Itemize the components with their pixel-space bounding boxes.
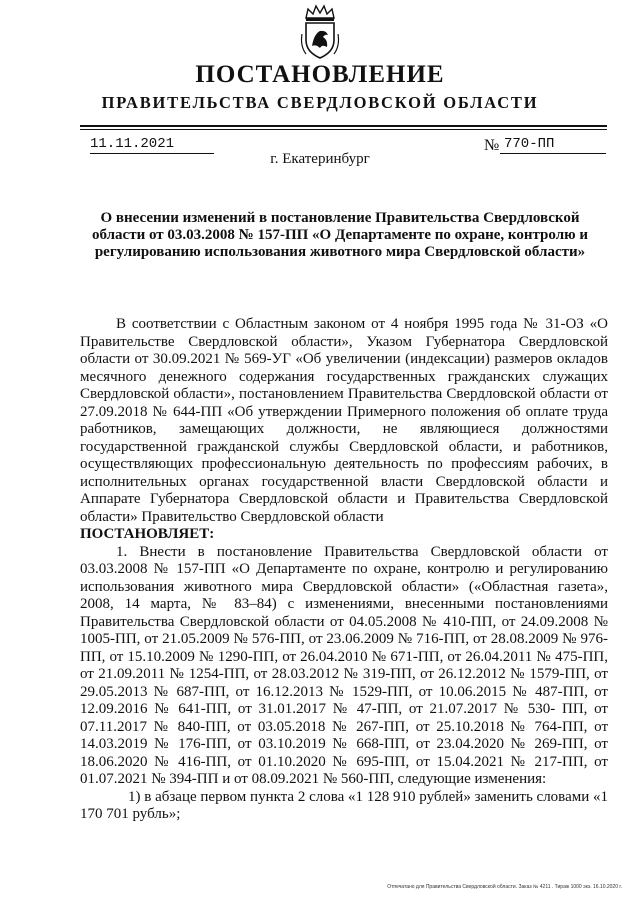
- issuing-authority-heading: ПРАВИТЕЛЬСТВА СВЕРДЛОВСКОЙ ОБЛАСТИ: [101, 93, 539, 112]
- number-sign: №: [484, 137, 500, 154]
- preamble-paragraph: В соответствии с Областным законом от 4 ноября 1995 года № 31-ОЗ «О Правительстве Свердловской области», Указом Губернатора Свердловской области от 30.09.2021 № 569-УГ «Об увеличении (индексации) размеров окладов месячного денежного содержания государственных гражданских служащих Свердловской области», постановлением Правительства Свердловской области от 27.09.2018 № 644-ПП «Об утверждении Примерного положения об оплате труда работников, замещающих должности, не являющиеся должностями государственной гражданской службы Свердловской области, и работников, осуществляющих профессиональную деятельность по профессиям рабочих, в исполнительных органах государственной власти Свердловской области и Аппарате Губернатора Свердловской области и Правительства Свердловской области» Правительство Свердловской области: [80, 316, 608, 525]
- subitem-1-paragraph: 1) в абзаце первом пункта 2 слова «1 128 910 рублей» заменить словами «1 170 701 рубль»;: [80, 788, 608, 822]
- document-date: 11.11.2021: [90, 136, 214, 154]
- document-title: О внесении изменений в постановление Правительства Свердловской области от 03.03.2008 № 157-ПП «О Департаменте по охране, контролю и регулированию использования животного мира Свердловской области»: [92, 210, 588, 260]
- document-type-heading: ПОСТАНОВЛЕНИЕ: [195, 61, 445, 88]
- item-1-paragraph: 1. Внести в постановление Правительства Свердловской области от 03.03.2008 № 157-ПП «О Департаменте по охране, контролю и регулированию использования животного мира Свердловской области» («Областная газета», 2008, 14 марта, № 83–84) с изменениями, внесенными постановлениями Правительства Свердловской области от 04.05.2008 № 410-ПП, от 24.09.2008 № 1005-ПП, от 21.05.2009 № 576-ПП, от 23.06.2009 № 716-ПП, от 28.08.2009 № 976-ПП, от 15.10.2009 № 1290-ПП, от 26.04.2010 № 671-ПП, от 26.04.2011 № 475-ПП, от 21.09.2011 № 1254-ПП, от 28.03.2012 № 319-ПП, от 26.12.2012 № 1579-ПП, от 29.05.2013 № 687-ПП, от 16.12.2013 № 1529-ПП, от 10.06.2015 № 487-ПП, от 12.09.2016 № 641-ПП, от 31.01.2017 № 47-ПП, от 21.07.2017 № 530- ПП, от 07.11.2017 № 840-ПП, от 03.05.2018 № 267-ПП, от 25.10.2018 № 764-ПП, от 14.03.2019 № 176-ПП, от 03.10.2019 № 668-ПП, от 23.04.2020 № 269-ПП, от 18.06.2020 № 416-ПП, от 01.10.2020 № 695-ПП, от 15.04.2021 № 217-ПП, от 01.07.2021 № 394-ПП и от 08.09.2021 № 560-ПП, следующие изменения:: [80, 543, 608, 787]
- document-city: г. Екатеринбург: [270, 151, 370, 167]
- print-note: Отпечатано для Правительства Свердловской области. Заказ № 4211 . Тираж 1000 экз. 16.10.2020 г.: [387, 884, 622, 890]
- decree-word: ПОСТАНОВЛЯЕТ:: [80, 526, 215, 542]
- coat-of-arms-icon: [298, 4, 342, 60]
- document-body: [80, 316, 608, 824]
- header-divider-thick: [80, 125, 607, 127]
- header-divider-thin: [80, 129, 607, 130]
- document-number: 770-ПП: [500, 136, 606, 154]
